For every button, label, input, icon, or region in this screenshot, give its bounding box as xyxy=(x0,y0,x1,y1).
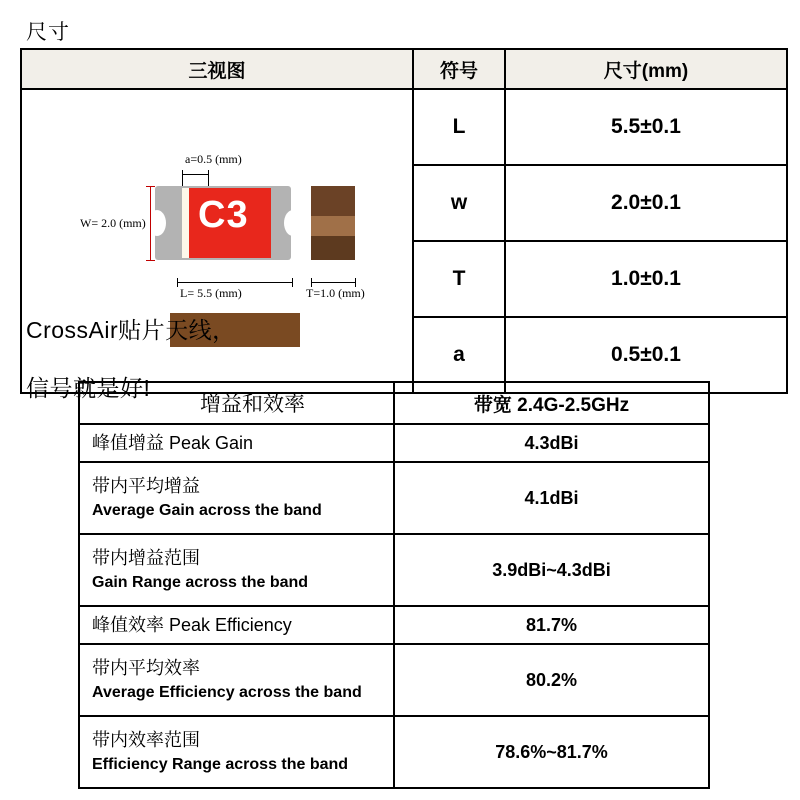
table-row xyxy=(79,644,709,716)
promo-line-1: CrossAir贴片天线， xyxy=(26,317,236,343)
header-gain-efficiency: 增益和效率 xyxy=(79,382,394,424)
value-average-gain: 4.1dBi xyxy=(394,462,709,534)
gain-efficiency-table xyxy=(78,381,710,789)
value-cell-l: 5.5±0.1 xyxy=(505,89,787,165)
label-peak-efficiency xyxy=(79,606,394,644)
table-row xyxy=(79,716,709,788)
gain-table-header-row xyxy=(79,382,709,424)
component-drawing xyxy=(22,90,412,392)
value-cell-w: 2.0±0.1 xyxy=(505,165,787,241)
label-efficiency-range xyxy=(79,716,394,788)
table-row xyxy=(79,606,709,644)
label-gain-range-cn: 带内增益范围 xyxy=(92,548,200,569)
value-gain-range: 3.9dBi~4.3dBi xyxy=(394,534,709,606)
table-header-row xyxy=(21,49,787,89)
dim-tick-w-bottom xyxy=(146,260,155,261)
label-average-efficiency xyxy=(79,644,394,716)
label-average-gain-cn: 带内平均增益 xyxy=(92,476,200,497)
drawing-label-l: L= 5.5 (mm) xyxy=(180,286,242,300)
part-marking-label: C3 xyxy=(198,194,249,236)
table-row xyxy=(21,89,787,165)
label-average-gain xyxy=(79,462,394,534)
table-row xyxy=(79,534,709,606)
promo-line-2: 信号就是好! xyxy=(26,375,151,401)
header-bandwidth: 带宽 2.4G-2.5GHz xyxy=(394,382,709,424)
side-view-mid-layer xyxy=(311,216,355,236)
value-cell-a: 0.5±0.1 xyxy=(505,317,787,393)
label-gain-range-en: Gain Range across the band xyxy=(92,574,309,592)
side-view-top-layer xyxy=(311,186,355,216)
dim-tick-l-right xyxy=(292,278,293,287)
three-view-drawing-cell xyxy=(21,89,413,393)
drawing-label-a: a=0.5 (mm) xyxy=(185,152,242,166)
label-efficiency-range-cn: 带内效率范围 xyxy=(92,730,200,751)
dim-line-a xyxy=(182,174,208,175)
top-view-notch-right xyxy=(284,210,302,236)
symbol-cell-w: w xyxy=(413,165,505,241)
label-peak-gain-text: 峰值增益 Peak Gain xyxy=(92,432,254,453)
value-peak-efficiency: 81.7% xyxy=(394,606,709,644)
table-row xyxy=(79,462,709,534)
label-average-gain-en: Average Gain across the band xyxy=(92,502,322,520)
value-peak-gain: 4.3dBi xyxy=(394,424,709,462)
value-cell-t: 1.0±0.1 xyxy=(505,241,787,317)
drawing-label-t: T=1.0 (mm) xyxy=(306,286,365,300)
symbol-cell-l: L xyxy=(413,89,505,165)
symbol-cell-a: a xyxy=(413,317,505,393)
value-average-efficiency: 80.2% xyxy=(394,644,709,716)
page-title: 尺寸 xyxy=(26,21,70,44)
dim-line-w xyxy=(150,186,151,260)
table-row xyxy=(79,424,709,462)
dim-tick-l-left xyxy=(177,278,178,287)
dim-line-t xyxy=(311,282,355,283)
symbol-cell-t: T xyxy=(413,241,505,317)
dim-line-l xyxy=(177,282,292,283)
label-efficiency-range-en: Efficiency Range across the band xyxy=(92,756,349,774)
header-symbol: 符号 xyxy=(413,49,505,89)
side-view-bottom-layer xyxy=(311,236,355,260)
label-peak-gain xyxy=(79,424,394,462)
label-peak-efficiency-text: 峰值效率 Peak Efficiency xyxy=(92,614,292,635)
value-efficiency-range: 78.6%~81.7% xyxy=(394,716,709,788)
header-dimension: 尺寸(mm) xyxy=(505,49,787,89)
label-gain-range xyxy=(79,534,394,606)
side-view xyxy=(311,186,355,260)
dim-tick-w-top xyxy=(146,186,155,187)
header-three-view: 三视图 xyxy=(21,49,413,89)
drawing-label-w: W= 2.0 (mm) xyxy=(80,216,146,230)
label-average-efficiency-cn: 带内平均效率 xyxy=(92,658,200,679)
label-average-efficiency-en: Average Efficiency across the band xyxy=(92,684,362,702)
